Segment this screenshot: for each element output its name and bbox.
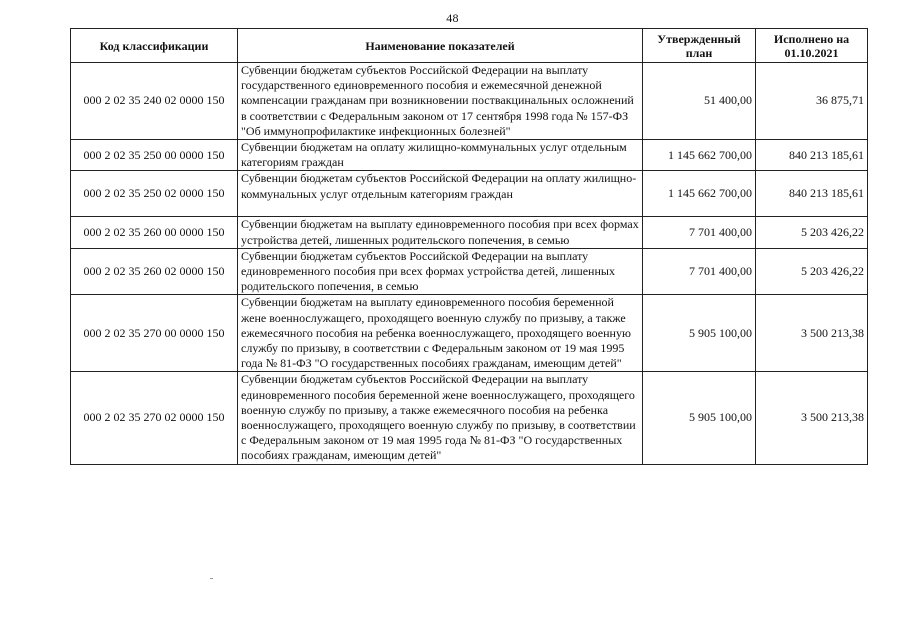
header-done-line2: 01.10.2021 bbox=[784, 45, 839, 60]
indicator-name: Субвенции бюджетам субъектов Российской Федерации на выплату государственного единовременного пособия и ежемесячной денежной компенсации гражданам при возникновении поствакцинальных осложнений в соответствии с Федеральным законом от 17 сентября 1998 года № 157-ФЗ "Об иммунопрофилактике инфекционных болезней" bbox=[238, 63, 643, 140]
table-row bbox=[71, 171, 868, 217]
classification-code: 000 2 02 35 260 02 0000 150 bbox=[71, 248, 238, 295]
table-row bbox=[71, 140, 868, 171]
approved-plan-value: 51 400,00 bbox=[643, 63, 756, 140]
indicator-name: Субвенции бюджетам на оплату жилищно-коммунальных услуг отдельным категориям граждан bbox=[238, 140, 643, 171]
indicator-name: Субвенции бюджетам субъектов Российской Федерации на выплату единовременного пособия при всех формах устройства детей, лишенных родительского попечения, в семью bbox=[238, 248, 643, 295]
approved-plan-value: 7 701 400,00 bbox=[643, 217, 756, 248]
header-plan-line2: план bbox=[685, 45, 713, 60]
scan-speck bbox=[210, 578, 213, 579]
header-plan-line1: Утвержденный bbox=[657, 31, 741, 46]
approved-plan-value: 1 145 662 700,00 bbox=[643, 171, 756, 217]
classification-code: 000 2 02 35 250 02 0000 150 bbox=[71, 171, 238, 217]
approved-plan-value: 5 905 100,00 bbox=[643, 372, 756, 464]
header-code-label: Код классификации bbox=[99, 38, 209, 53]
classification-code: 000 2 02 35 260 00 0000 150 bbox=[71, 217, 238, 248]
header-name-label: Наименование показателей bbox=[365, 38, 515, 53]
executed-value: 3 500 213,38 bbox=[756, 372, 868, 464]
executed-value: 3 500 213,38 bbox=[756, 295, 868, 372]
table-row bbox=[71, 63, 868, 140]
executed-value: 5 203 426,22 bbox=[756, 217, 868, 248]
indicator-name: Субвенции бюджетам субъектов Российской Федерации на выплату единовременного пособия беременной жене военнослужащего, проходящего военную службу по призыву, а также ежемесячного пособия на ребенка военнослужащего, проходящего военную службу по призыву, в соответствии с Федеральным законом от 19 мая 1995 года № 81-ФЗ "О государственных пособиях гражданам, имеющим детей" bbox=[238, 372, 643, 464]
executed-value: 840 213 185,61 bbox=[756, 171, 868, 217]
approved-plan-value: 1 145 662 700,00 bbox=[643, 140, 756, 171]
budget-table bbox=[70, 28, 868, 465]
table-row bbox=[71, 295, 868, 372]
executed-value: 840 213 185,61 bbox=[756, 140, 868, 171]
header-done bbox=[756, 29, 868, 63]
indicator-name: Субвенции бюджетам субъектов Российской Федерации на оплату жилищно-коммунальных услуг отдельным категориям граждан bbox=[238, 171, 643, 217]
classification-code: 000 2 02 35 270 00 0000 150 bbox=[71, 295, 238, 372]
header-plan bbox=[643, 29, 756, 63]
indicator-name: Субвенции бюджетам на выплату единовременного пособия при всех формах устройства детей, лишенных родительского попечения, в семью bbox=[238, 217, 643, 248]
page-number: 48 bbox=[446, 11, 459, 25]
indicator-name: Субвенции бюджетам на выплату единовременного пособия беременной жене военнослужащего, проходящего военную службу по призыву, а также ежемесячного пособия на ребенка военнослужащего, проходящего военную службу по призыву, в соответствии с Федеральным законом от 19 мая 1995 года № 81-ФЗ "О государственных пособиях гражданам, имеющим детей" bbox=[238, 295, 643, 372]
table-row bbox=[71, 248, 868, 295]
executed-value: 36 875,71 bbox=[756, 63, 868, 140]
table-header-row bbox=[71, 29, 868, 63]
approved-plan-value: 7 701 400,00 bbox=[643, 248, 756, 295]
table-row bbox=[71, 372, 868, 464]
header-done-line1: Исполнено на bbox=[773, 31, 850, 46]
header-name bbox=[238, 29, 643, 63]
header-code bbox=[71, 29, 238, 63]
classification-code: 000 2 02 35 240 02 0000 150 bbox=[71, 63, 238, 140]
classification-code: 000 2 02 35 270 02 0000 150 bbox=[71, 372, 238, 464]
executed-value: 5 203 426,22 bbox=[756, 248, 868, 295]
approved-plan-value: 5 905 100,00 bbox=[643, 295, 756, 372]
table-row bbox=[71, 217, 868, 248]
classification-code: 000 2 02 35 250 00 0000 150 bbox=[71, 140, 238, 171]
